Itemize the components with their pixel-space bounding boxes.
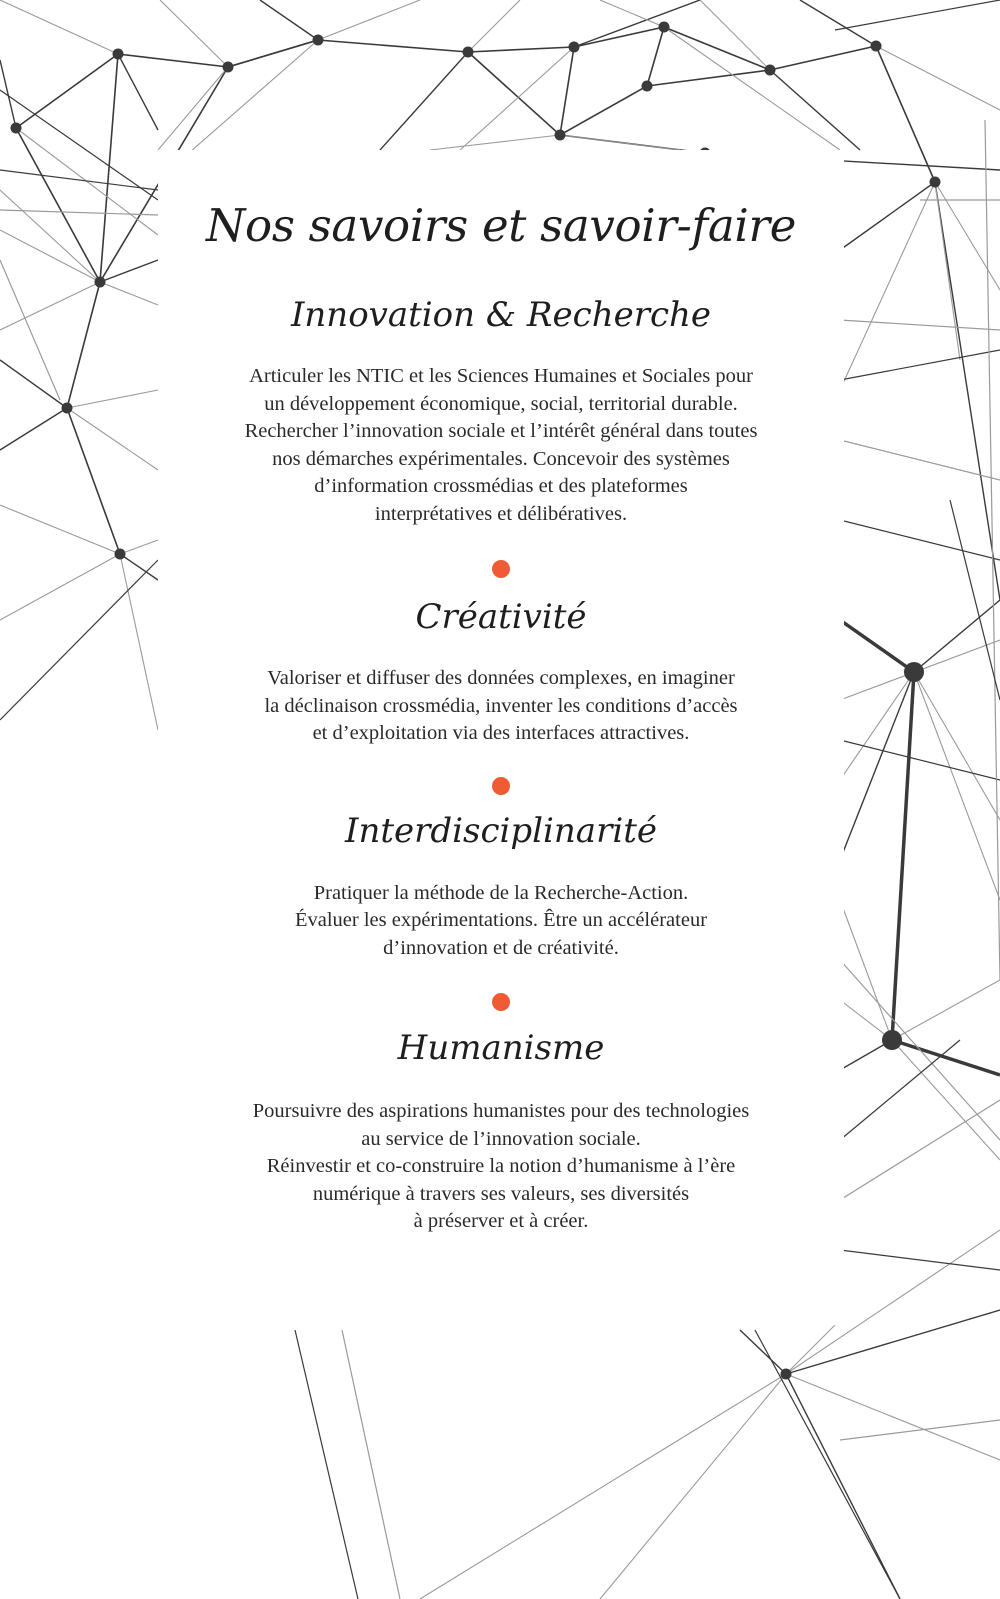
network-line xyxy=(840,960,1000,1140)
network-line xyxy=(840,620,914,672)
text-line: à préserver et à créer. xyxy=(413,1210,589,1232)
network-line xyxy=(160,0,228,67)
network-line xyxy=(876,46,935,182)
network-line xyxy=(770,46,876,70)
dot-icon xyxy=(492,560,510,578)
section-text xyxy=(181,880,821,963)
network-line xyxy=(985,120,1000,980)
network-line xyxy=(0,560,158,720)
network-line xyxy=(120,540,158,554)
network-line xyxy=(158,67,228,150)
network-node xyxy=(11,123,22,134)
network-line xyxy=(430,135,560,150)
network-node xyxy=(659,22,670,33)
text-line: Évaluer les expérimentations. Être un accélérateur xyxy=(294,909,708,931)
network-line xyxy=(67,408,158,470)
network-line xyxy=(67,408,120,554)
network-line xyxy=(664,27,840,150)
network-line xyxy=(840,520,1000,560)
section-text xyxy=(181,1098,821,1236)
network-line xyxy=(0,90,158,200)
network-line xyxy=(260,0,318,40)
network-line xyxy=(560,47,574,135)
network-line xyxy=(0,170,158,190)
text-line: Réinvestir et co-construire la notion d’humanisme à l’ère xyxy=(266,1155,736,1177)
network-line xyxy=(67,390,158,408)
network-line xyxy=(840,672,914,780)
network-line xyxy=(755,1330,900,1599)
network-line xyxy=(120,554,158,580)
network-line xyxy=(935,182,960,360)
network-line xyxy=(647,70,770,86)
network-node xyxy=(95,277,106,288)
network-line xyxy=(876,46,1000,110)
network-node xyxy=(569,42,580,53)
network-line xyxy=(342,1330,400,1599)
network-line xyxy=(0,505,120,554)
network-line xyxy=(100,54,118,282)
network-line xyxy=(935,182,1000,290)
network-line xyxy=(914,672,1000,820)
network-line xyxy=(420,1374,786,1599)
network-line xyxy=(840,182,935,390)
network-node xyxy=(882,1030,902,1050)
text-line: d’information crossmédias et des plateformes xyxy=(314,475,688,497)
text-line: la déclinaison crossmédia, inventer les conditions d’accès xyxy=(264,694,738,717)
section-title: Innovation & Recherche xyxy=(290,295,712,335)
network-line xyxy=(914,600,1000,672)
page-title: Nos savoirs et savoir-faire xyxy=(205,199,797,252)
network-node xyxy=(115,549,126,560)
text-line: Valoriser et diffuser des données complexes, en imaginer xyxy=(267,667,735,689)
network-node xyxy=(463,47,474,58)
text-line: Pratiquer la méthode de la Recherche-Action. xyxy=(313,881,689,904)
text-line: interprétatives et délibératives. xyxy=(374,502,628,525)
section-title: Humanisme xyxy=(397,1028,605,1068)
network-line xyxy=(786,1374,900,1599)
network-line xyxy=(600,0,664,27)
network-line xyxy=(840,1100,1000,1200)
section-text xyxy=(181,363,821,528)
network-line xyxy=(835,0,1000,30)
network-line xyxy=(0,190,100,282)
network-node xyxy=(313,35,324,46)
network-line xyxy=(914,672,1000,900)
text-line: Articuler les NTIC et les Sciences Humaines et Sociales pour xyxy=(249,365,753,387)
network-node xyxy=(765,65,776,76)
network-line xyxy=(0,0,118,54)
network-line xyxy=(0,282,100,330)
section-humanisme xyxy=(158,1026,844,1236)
network-line xyxy=(67,282,100,408)
network-line xyxy=(800,0,876,46)
network-line xyxy=(574,0,700,47)
text-line: Rechercher l’innovation sociale et l’intérêt général dans toutes xyxy=(244,420,758,442)
network-line xyxy=(468,0,520,52)
network-line xyxy=(560,86,647,135)
network-line xyxy=(318,40,468,52)
network-node xyxy=(113,49,124,60)
network-line xyxy=(840,900,892,1040)
network-line xyxy=(468,52,560,135)
network-line xyxy=(600,1374,786,1599)
text-line: d’innovation et de créativité. xyxy=(383,936,619,959)
network-line xyxy=(318,0,420,40)
network-line xyxy=(295,1330,358,1599)
network-node xyxy=(930,177,941,188)
network-line xyxy=(840,1420,1000,1440)
network-line xyxy=(892,980,1000,1040)
dot-icon xyxy=(492,993,510,1011)
network-line xyxy=(380,52,468,150)
network-line xyxy=(892,672,914,1040)
network-line xyxy=(16,54,118,128)
content xyxy=(158,150,844,1236)
text-line: Poursuivre des aspirations humanistes pour des technologies xyxy=(252,1100,750,1122)
network-line xyxy=(647,27,664,86)
network-line xyxy=(840,740,1000,780)
network-node xyxy=(904,662,924,682)
section-interdisciplinarite xyxy=(158,809,844,963)
text-line: au service de l’innovation sociale. xyxy=(361,1127,641,1150)
text-line: un développement économique, social, territorial durable. xyxy=(264,392,738,415)
network-line xyxy=(0,360,67,408)
network-line xyxy=(228,40,318,67)
section-innovation-recherche xyxy=(158,293,844,528)
network-line xyxy=(840,1040,960,1140)
network-node xyxy=(555,130,566,141)
network-node xyxy=(223,62,234,73)
network-node xyxy=(62,403,73,414)
text-line: numérique à travers ses valeurs, ses diversités xyxy=(312,1182,690,1205)
network-node xyxy=(781,1369,792,1380)
section-text xyxy=(181,665,821,748)
network-node xyxy=(642,81,653,92)
network-line xyxy=(468,47,574,52)
text-line: nos démarches expérimentales. Concevoir des systèmes xyxy=(272,447,730,470)
network-line xyxy=(100,282,158,305)
network-line xyxy=(740,1330,786,1374)
network-line xyxy=(100,260,158,282)
section-creativite xyxy=(158,595,844,748)
network-line xyxy=(840,1250,1000,1270)
text-line: et d’exploitation via des interfaces attractives. xyxy=(312,722,690,744)
network-line xyxy=(560,135,680,150)
network-line xyxy=(0,554,120,620)
section-title: Créativité xyxy=(415,597,587,637)
network-line xyxy=(0,260,60,400)
network-node xyxy=(871,41,882,52)
network-line xyxy=(840,182,935,250)
dot-icon xyxy=(492,777,510,795)
network-line xyxy=(118,54,158,130)
network-line xyxy=(120,554,158,730)
network-line xyxy=(0,408,67,450)
network-line xyxy=(118,54,228,67)
network-line xyxy=(840,350,1000,380)
network-line xyxy=(0,60,16,128)
network-line xyxy=(840,320,1000,330)
section-title: Interdisciplinarité xyxy=(345,810,657,851)
